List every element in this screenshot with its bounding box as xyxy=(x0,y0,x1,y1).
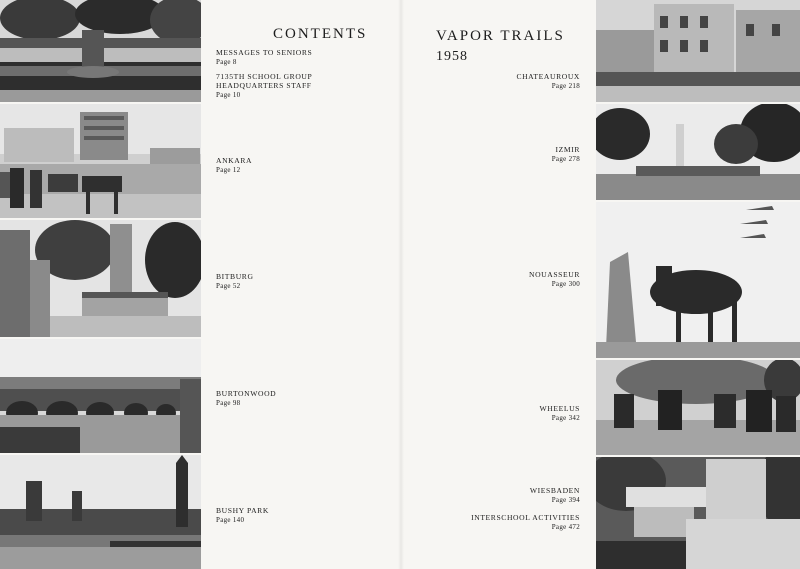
photo-izmir-palms xyxy=(596,104,800,200)
entry-title: ANKARA xyxy=(216,156,253,165)
photo-ankara-street xyxy=(0,104,201,218)
entry-title: BURTONWOOD xyxy=(216,389,277,398)
toc-entry-ankara[interactable] xyxy=(216,156,356,175)
entry-title: IZMIR xyxy=(555,145,580,154)
entry-page: Page 342 xyxy=(551,414,580,422)
vapor-trails-heading: VAPOR TRAILS xyxy=(436,28,565,44)
entry-title: NOUASSEUR xyxy=(529,270,580,279)
entry-page: Page 300 xyxy=(551,280,580,288)
photo-nouasseur-camel xyxy=(596,202,800,358)
entry-page: Page 394 xyxy=(551,496,580,504)
toc-entry-wheelus[interactable] xyxy=(440,404,580,423)
entry-title: INTERSCHOOL ACTIVITIES xyxy=(471,513,580,522)
toc-entry-nouasseur[interactable] xyxy=(440,270,580,289)
page-gutter xyxy=(398,0,404,569)
entry-title: WHEELUS xyxy=(539,404,580,413)
toc-entry-interschool-activities[interactable] xyxy=(440,513,580,532)
entry-page: Page 12 xyxy=(216,166,241,174)
entry-title: WIESBADEN xyxy=(529,486,580,495)
toc-entry-wiesbaden[interactable] xyxy=(440,486,580,505)
entry-page: Page 10 xyxy=(216,91,241,99)
entry-page: Page 52 xyxy=(216,282,241,290)
entry-title: CHATEAUROUX xyxy=(516,72,580,81)
entry-page: Page 218 xyxy=(551,82,580,90)
photo-burtonwood-bridge xyxy=(0,339,201,453)
photo-wheelus-horsemen xyxy=(596,360,800,455)
toc-entry-bushy-park[interactable] xyxy=(216,506,356,525)
toc-entry-chateauroux[interactable] xyxy=(440,72,580,91)
contents-heading: CONTENTS xyxy=(273,26,368,42)
toc-entry-bitburg[interactable] xyxy=(216,272,356,291)
toc-entry-izmir[interactable] xyxy=(440,145,580,164)
photo-wiesbaden-ruins xyxy=(596,457,800,569)
entry-page: Page 472 xyxy=(551,523,580,531)
entry-page: Page 8 xyxy=(216,58,237,66)
photo-bitburg-monument xyxy=(0,220,201,337)
entry-title: MESSAGES TO SENIORS xyxy=(216,48,313,57)
entry-page: Page 98 xyxy=(216,399,241,407)
entry-page: Page 278 xyxy=(551,155,580,163)
toc-entry-messages-to-seniors[interactable] xyxy=(216,48,356,67)
yearbook-year: 1958 xyxy=(436,49,468,64)
entry-title: 7135TH SCHOOL GROUP HEADQUARTERS STAFF xyxy=(216,72,313,90)
toc-entry-school-group-hq[interactable] xyxy=(216,72,346,100)
entry-title: BUSHY PARK xyxy=(216,506,269,515)
entry-title: BITBURG xyxy=(216,272,254,281)
photo-park-fountain xyxy=(0,0,201,102)
entry-page: Page 140 xyxy=(216,516,245,524)
photo-bushy-park-parliament xyxy=(0,455,201,569)
photo-chateauroux-street xyxy=(596,0,800,102)
toc-entry-burtonwood[interactable] xyxy=(216,389,356,408)
